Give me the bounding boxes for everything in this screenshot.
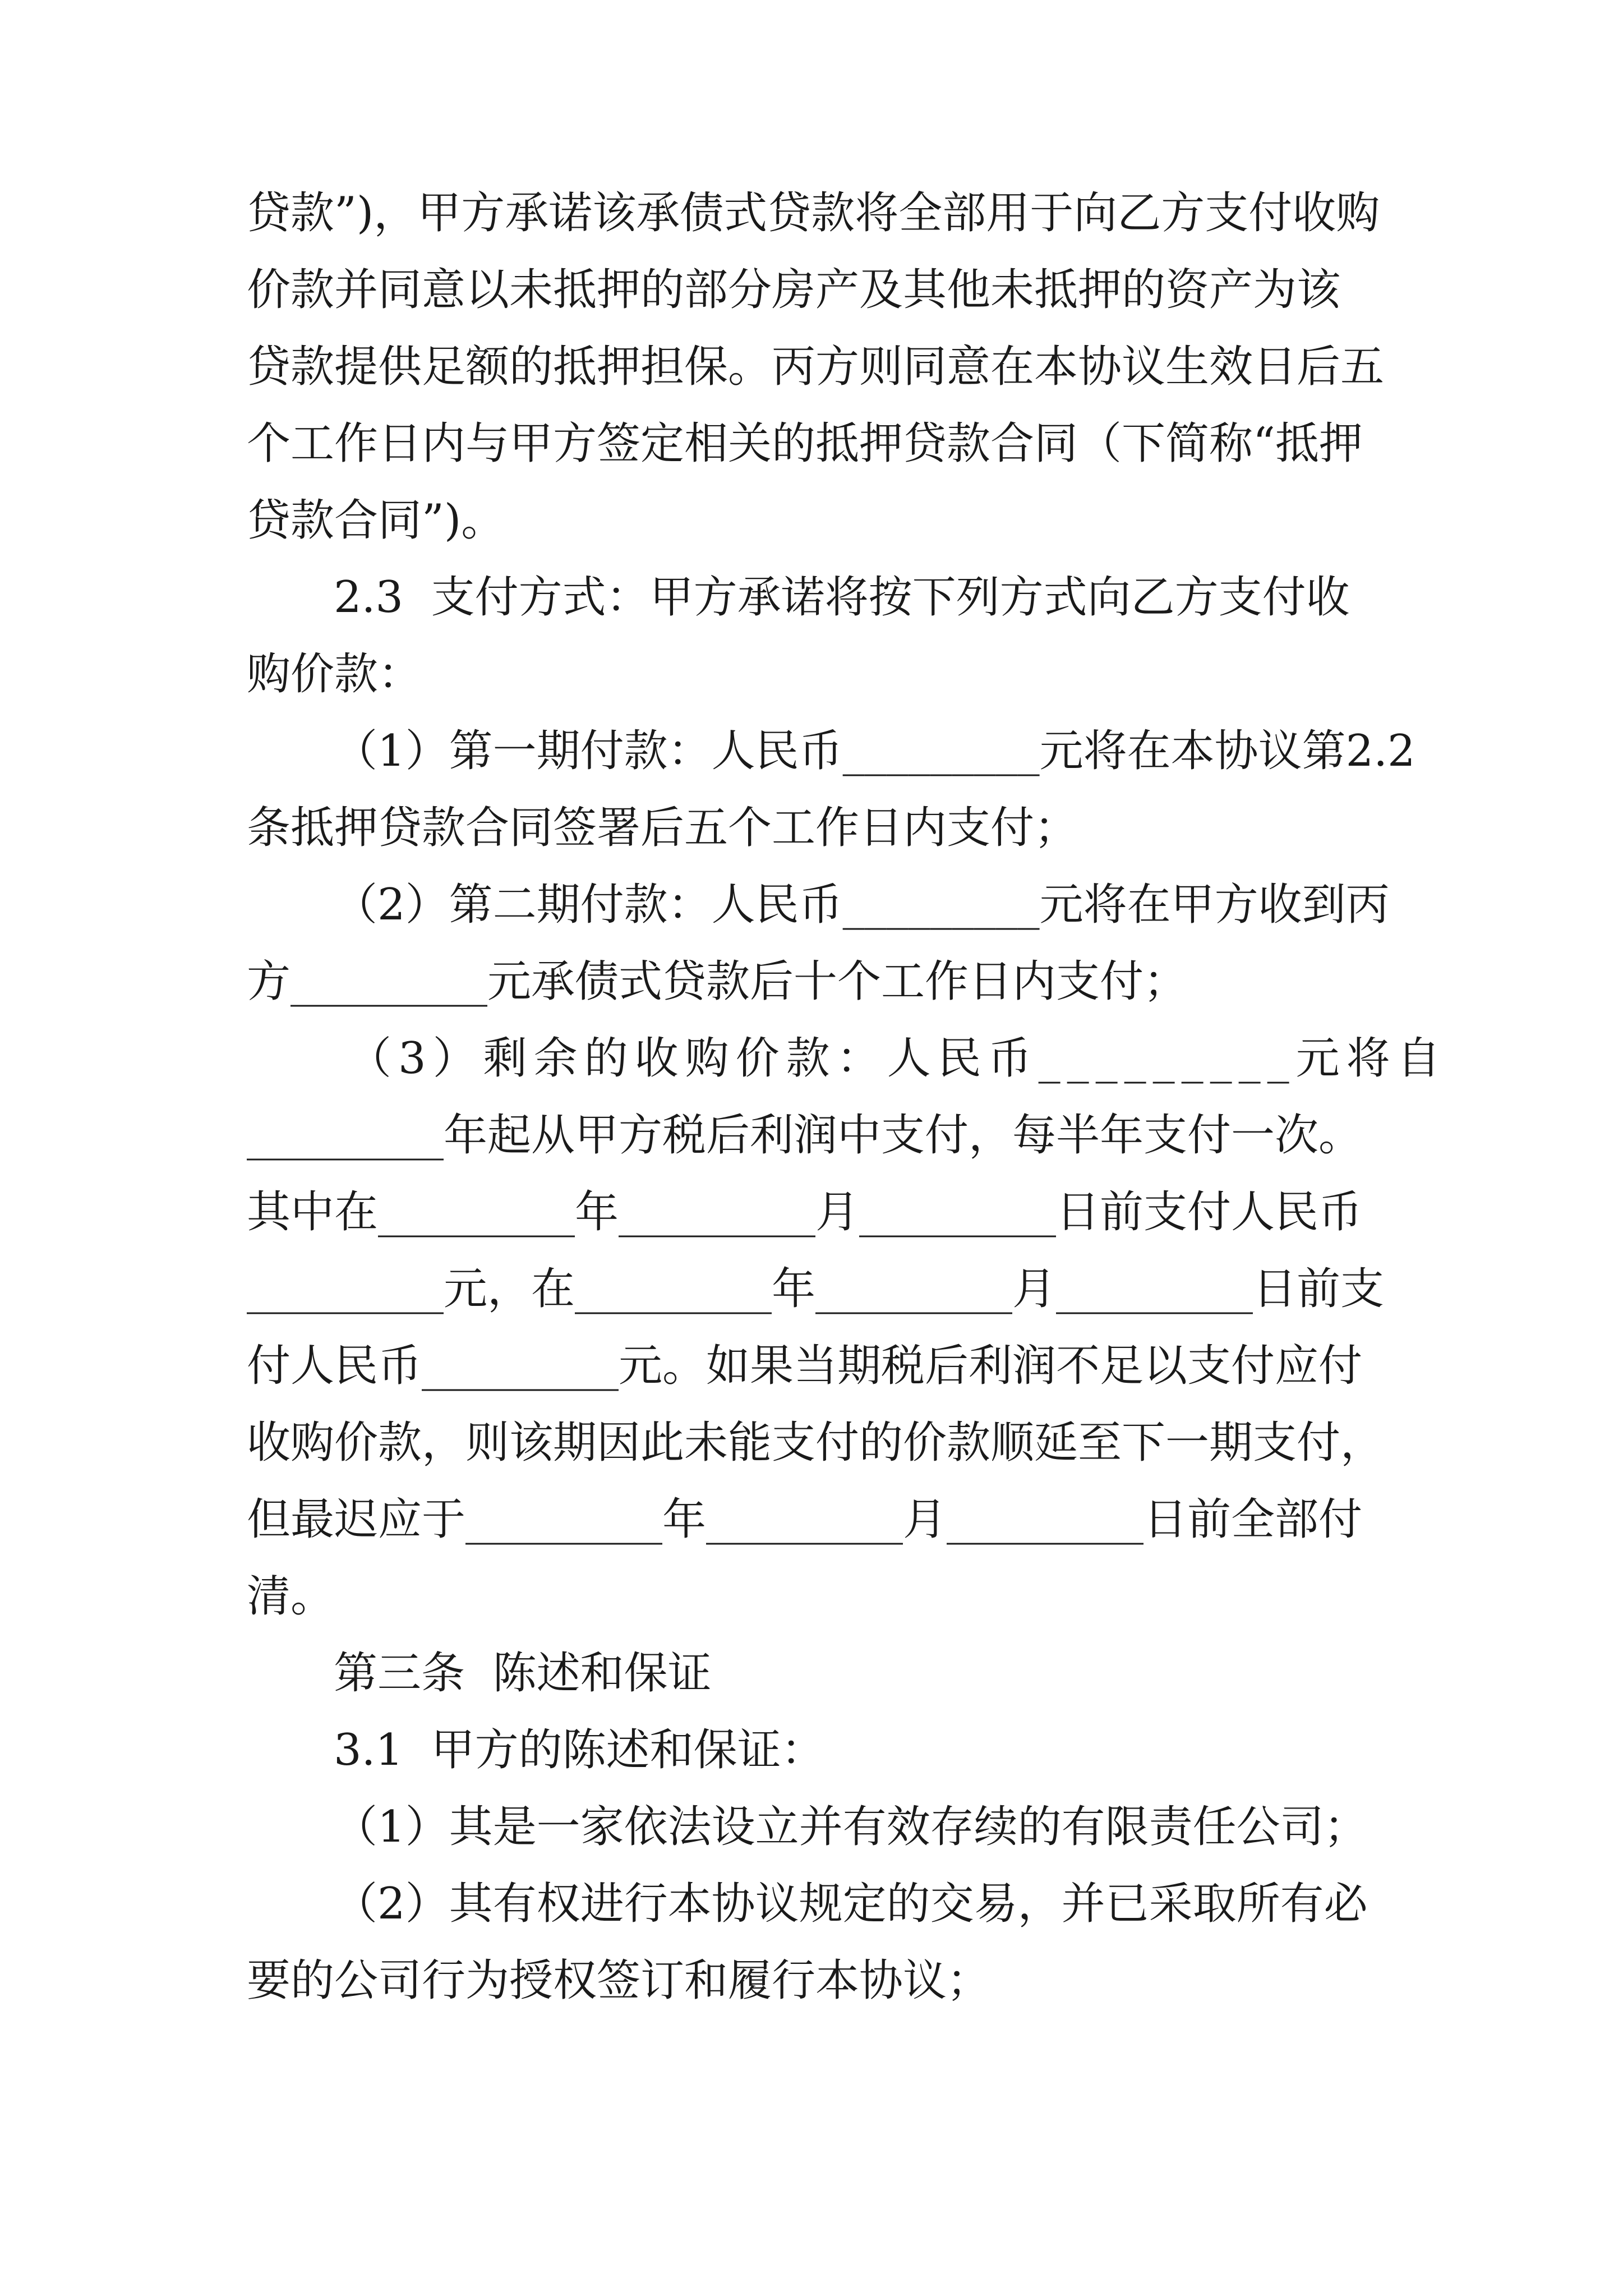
text-line-14: 其中在_________年_________月_________日前支付人民币 bbox=[247, 1187, 1363, 1237]
text-line-24: 要的公司行为授权签订和履行本协议； bbox=[247, 1955, 991, 2006]
text-line-23: （2）其有权进行本协议规定的交易，并已采取所有必 bbox=[334, 1879, 1368, 1929]
text-line-17: 收购价款，则该期因此未能支付的价款顺延至下一期支付， bbox=[247, 1418, 1385, 1468]
text-line-22: （1）其是一家依法设立并有效存续的有限责任公司； bbox=[334, 1802, 1368, 1852]
text-line-11: 方_________元承债式贷款后十个工作日内支付； bbox=[247, 956, 1188, 1007]
text-line-10: （2）第二期付款：人民币_________元将在甲方收到丙 bbox=[334, 880, 1390, 930]
text-line-16: 付人民币_________元。如果当期税后利润不足以支付应付 bbox=[247, 1341, 1363, 1391]
text-line-5: 贷款合同”)。 bbox=[247, 495, 505, 546]
text-line-7: 购价款： bbox=[247, 649, 422, 700]
text-line-9: 条抵押贷款合同签署后五个工作日内支付； bbox=[247, 803, 1078, 853]
text-line-12: （3）剩余的收购价款：人民币_________元将自 bbox=[348, 1033, 1447, 1084]
section-heading: 第三条 陈述和保证 bbox=[334, 1648, 712, 1699]
text-line-4: 个工作日内与甲方签定相关的抵押贷款合同（下简称“抵押 bbox=[247, 418, 1363, 469]
text-line-6: 2.3 支付方式：甲方承诺将按下列方式向乙方支付收 bbox=[334, 572, 1350, 623]
text-line-3: 贷款提供足额的抵押担保。丙方则同意在本协议生效日后五 bbox=[247, 342, 1385, 392]
text-line-1: 贷款”)，甲方承诺该承债式贷款将全部用于向乙方支付收购 bbox=[247, 188, 1380, 238]
text-line-15: _________元，在_________年_________月_________日前支 bbox=[247, 1264, 1385, 1314]
text-line-13: _________年起从甲方税后利润中支付，每半年支付一次。 bbox=[247, 1110, 1363, 1161]
text-line-21: 3.1 甲方的陈述和保证： bbox=[334, 1725, 825, 1775]
text-line-8: （1）第一期付款：人民币_________元将在本协议第2.2 bbox=[334, 726, 1415, 776]
text-line-2: 价款并同意以未抵押的部分房产及其他未抵押的资产为该 bbox=[247, 265, 1341, 315]
text-line-18: 但最迟应于_________年_________月_________日前全部付 bbox=[247, 1494, 1363, 1545]
text-line-19: 清。 bbox=[247, 1571, 335, 1622]
